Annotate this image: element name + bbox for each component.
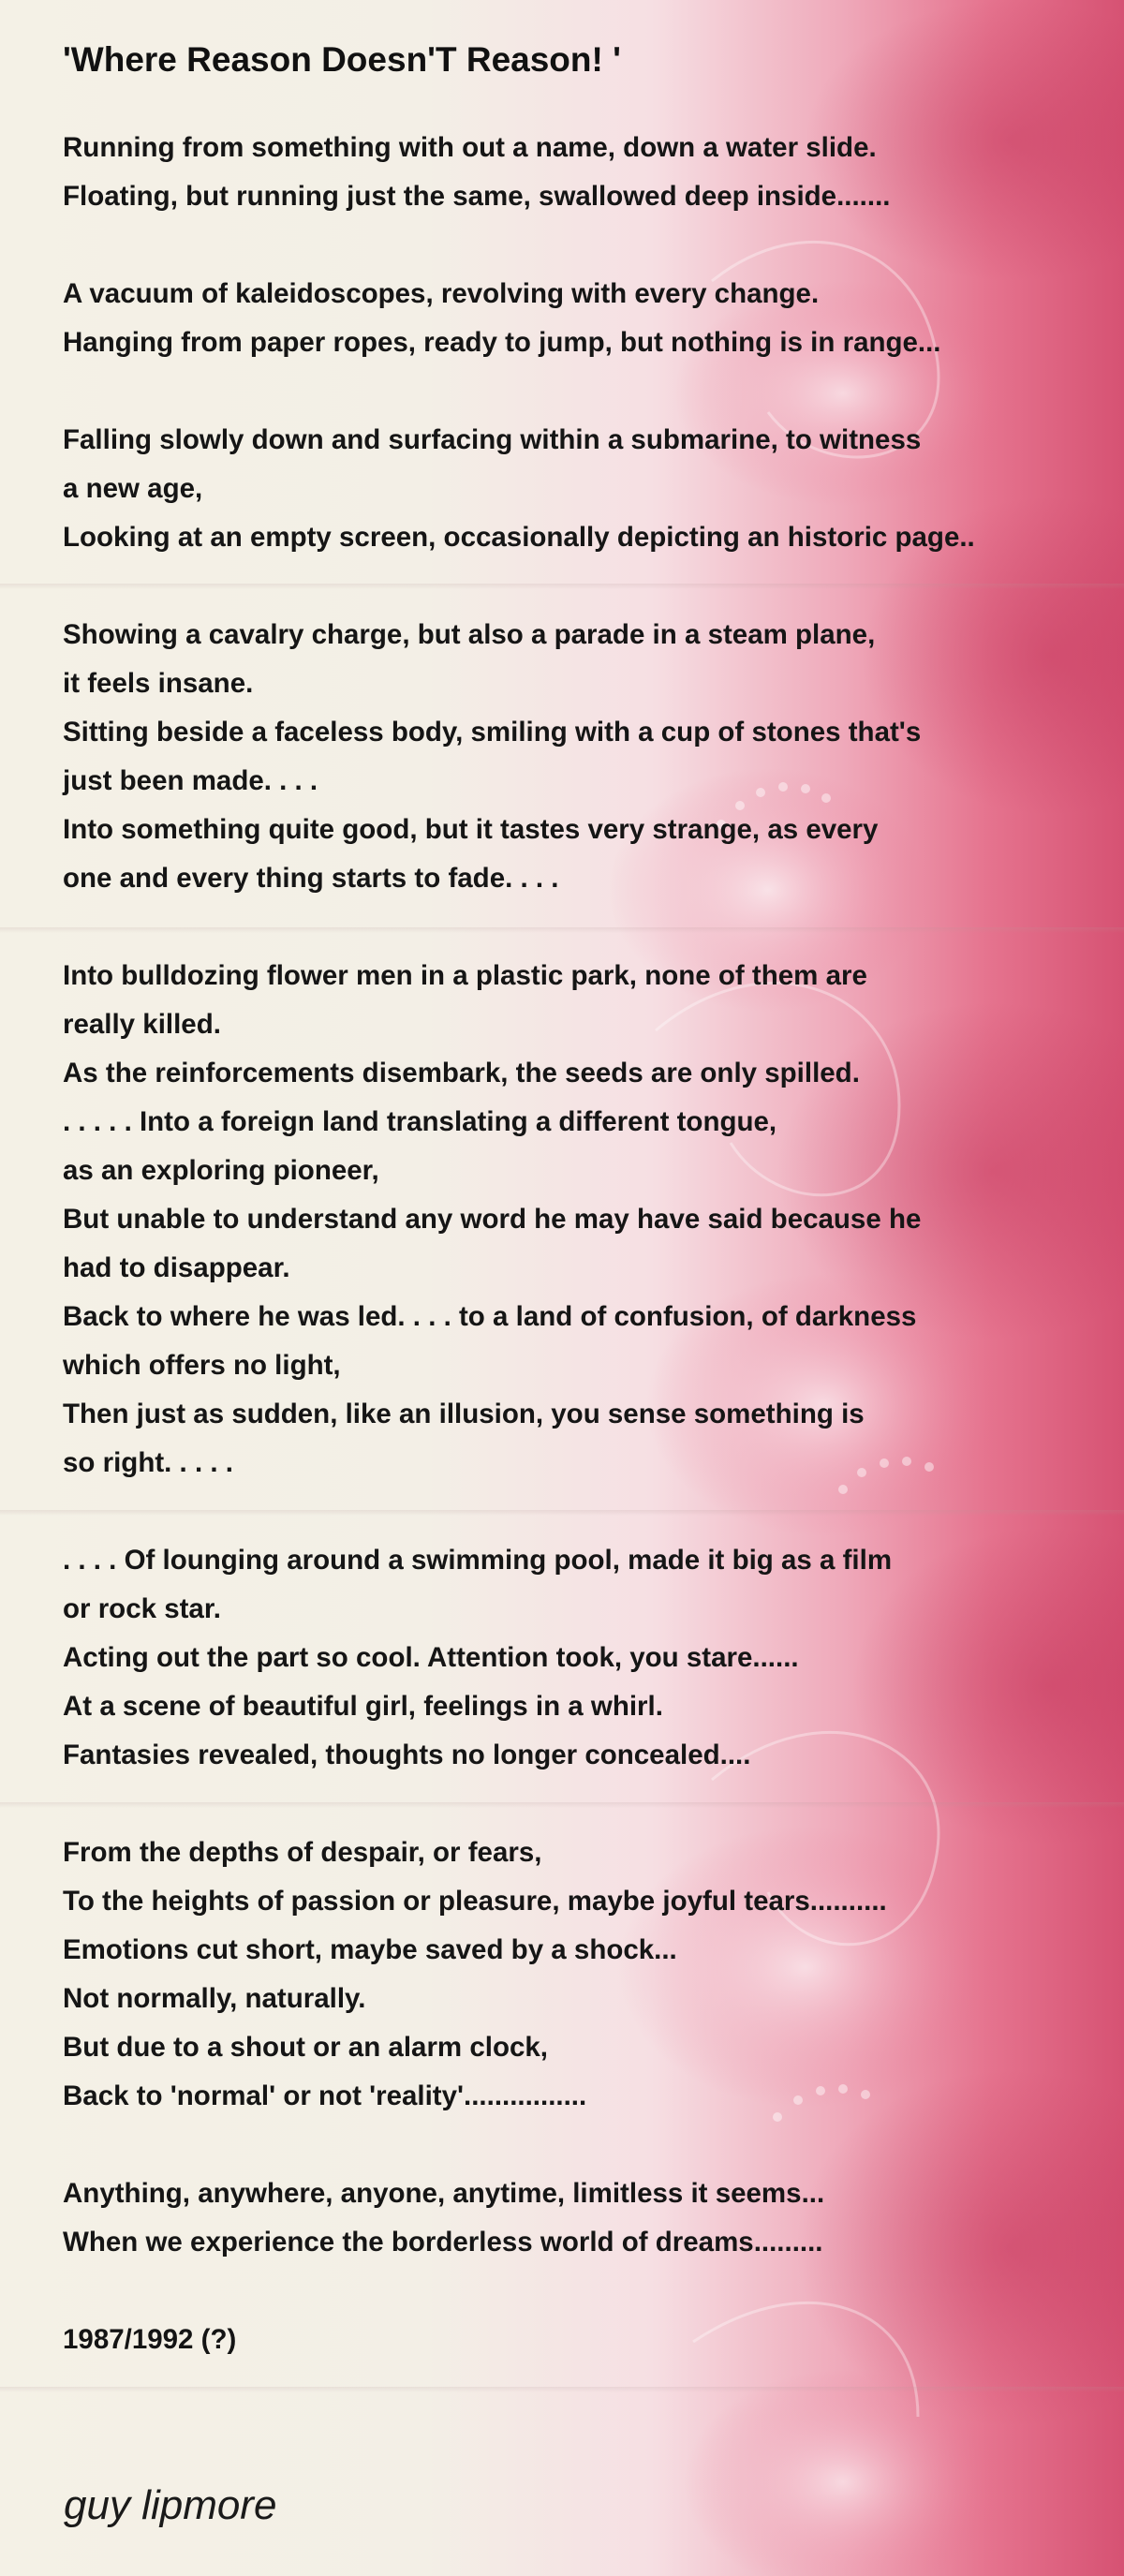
poem-line: it feels insane. [63,668,254,700]
poem-body [63,124,1093,2267]
poem-line: Hanging from paper ropes, ready to jump, but nothing is in range... [63,327,941,359]
poem-line: had to disappear. [63,1252,290,1284]
poem-line: so right. . . . . [63,1447,233,1479]
poem-line: or rock star. [63,1593,221,1625]
author-signature[interactable]: guy lipmore [64,2482,277,2528]
poem-title: 'Where Reason Doesn'T Reason! ' [63,40,621,79]
poem-line: Showing a cavalry charge, but also a parade in a steam plane, [63,619,876,651]
poem-line: But unable to understand any word he may have said because he [63,1204,922,1236]
poem-line: Into bulldozing flower men in a plastic park, none of them are [63,960,867,992]
poem-line: Back to where he was led. . . . to a land of confusion, of darkness [63,1301,917,1333]
poem-line: As the reinforcements disembark, the seeds are only spilled. [63,1058,860,1089]
stanza [63,611,1093,903]
poem-line: A vacuum of kaleidoscopes, revolving with every change. [63,278,820,310]
poem-date: 1987/1992 (?) [63,2324,237,2356]
poem-line: a new age, [63,473,203,505]
poem-line: which offers no light, [63,1350,341,1382]
poem-line: . . . . Of lounging around a swimming pool, made it big as a film [63,1545,893,1577]
poem-line: Running from something with out a name, down a water slide. [63,132,877,164]
panel-divider [0,2387,1124,2392]
poem-line: . . . . . Into a foreign land translating a different tongue, [63,1106,777,1138]
poem-line: Then just as sudden, like an illusion, you sense something is [63,1399,865,1430]
stanza [63,124,1093,221]
poem-line: Anything, anywhere, anyone, anytime, limitless it seems... [63,2178,825,2210]
stanza [63,1828,1093,2121]
poem-line: Looking at an empty screen, occasionally depicting an historic page.. [63,522,975,554]
stanza [63,1536,1093,1780]
poem-line: Falling slowly down and surfacing within a submarine, to witness [63,424,922,456]
poem-line: From the depths of despair, or fears, [63,1837,542,1869]
poem-line: Floating, but running just the same, swallowed deep inside....... [63,181,891,213]
stanza [63,2169,1093,2267]
poem-line: just been made. . . . [63,765,318,797]
poem [63,39,1093,2364]
poem-line: really killed. [63,1009,221,1041]
stanza [63,952,1093,1488]
poem-line: one and every thing starts to fade. . . . [63,863,559,895]
poem-line: Into something quite good, but it tastes very strange, as every [63,814,879,846]
poem-line: Fantasies revealed, thoughts no longer concealed.... [63,1740,751,1771]
stanza [63,270,1093,367]
poem-line: as an exploring pioneer, [63,1155,379,1187]
poem-line: Not normally, naturally. [63,1983,366,2015]
stanza [63,416,1093,562]
poem-line: Sitting beside a faceless body, smiling with a cup of stones that's [63,717,922,748]
poem-line: Back to 'normal' or not 'reality'................ [63,2080,587,2112]
poem-line: But due to a shout or an alarm clock, [63,2032,548,2064]
poem-line: Acting out the part so cool. Attention took, you stare...... [63,1642,799,1674]
poem-line: To the heights of passion or pleasure, maybe joyful tears.......... [63,1886,887,1917]
poem-line: Emotions cut short, maybe saved by a shock... [63,1934,677,1966]
poem-line: At a scene of beautiful girl, feelings in a whirl. [63,1691,663,1723]
poem-line: When we experience the borderless world of dreams......... [63,2227,823,2258]
